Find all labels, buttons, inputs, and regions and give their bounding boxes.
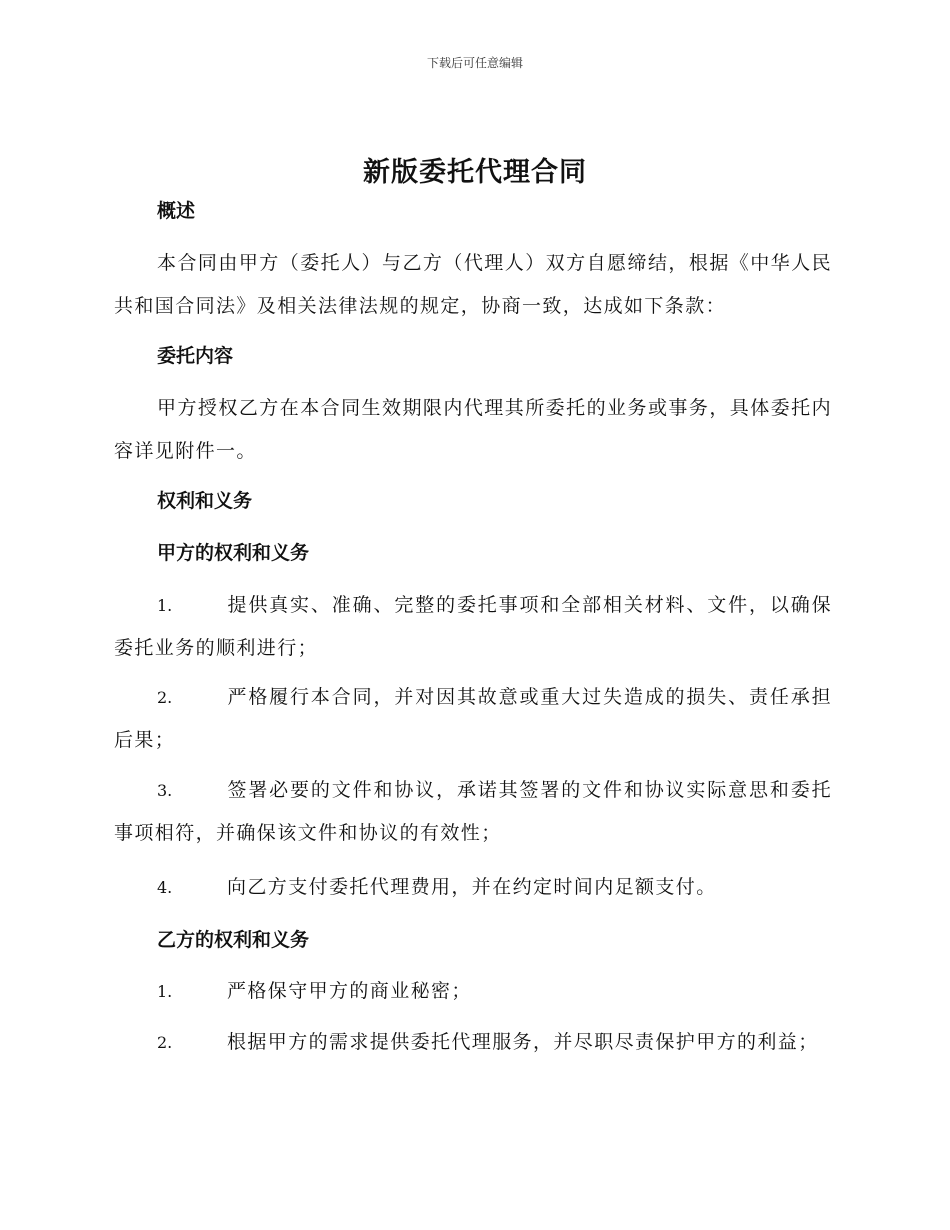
list-item [114, 584, 832, 670]
paragraph-entrust: 甲方授权乙方在本合同生效期限内代理其所委托的业务或事务，具体委托内容详见附件一。 [114, 397, 832, 462]
list-item [114, 866, 832, 909]
list-item-number: 1. [157, 982, 173, 1001]
document-title: 新版委托代理合同 [363, 157, 587, 188]
list-item [114, 1021, 832, 1064]
section-heading-rights: 权利和义务 [157, 490, 253, 512]
section-heading-entrust: 委托内容 [157, 345, 234, 367]
list-item-number: 3. [157, 781, 173, 800]
paragraph-overview: 本合同由甲方（委托人）与乙方（代理人）双方自愿缔结，根据《中华人民共和国合同法》及相关法律法规的规定，协商一致，达成如下条款： [114, 252, 832, 317]
list-item [114, 769, 832, 855]
list-item-text: 严格保守甲方的商业秘密； [227, 980, 472, 1002]
subheading-party-b: 乙方的权利和义务 [157, 929, 310, 951]
list-item-text: 根据甲方的需求提供委托代理服务，并尽职尽责保护甲方的利益； [227, 1031, 819, 1053]
list-item-number: 2. [157, 1033, 173, 1052]
section-heading-overview: 概述 [157, 200, 196, 222]
subheading-party-a: 甲方的权利和义务 [157, 542, 310, 564]
header-note: 下载后可任意编辑 [426, 56, 523, 70]
list-item-text: 签署必要的文件和协议，承诺其签署的文件和协议实际意思和委托事项相符，并确保该文件和协议的有效性； [114, 779, 832, 844]
list-item-text: 向乙方支付委托代理费用，并在约定时间内足额支付。 [227, 876, 717, 898]
list-item-number: 2. [157, 688, 173, 707]
list-item [114, 970, 832, 1013]
list-item [114, 676, 832, 762]
list-item-text: 严格履行本合同，并对因其故意或重大过失造成的损失、责任承担后果； [114, 686, 832, 751]
list-item-text: 提供真实、准确、完整的委托事项和全部相关材料、文件，以确保委托业务的顺利进行； [114, 594, 832, 659]
list-item-number: 1. [157, 596, 173, 615]
list-item-number: 4. [157, 878, 173, 897]
